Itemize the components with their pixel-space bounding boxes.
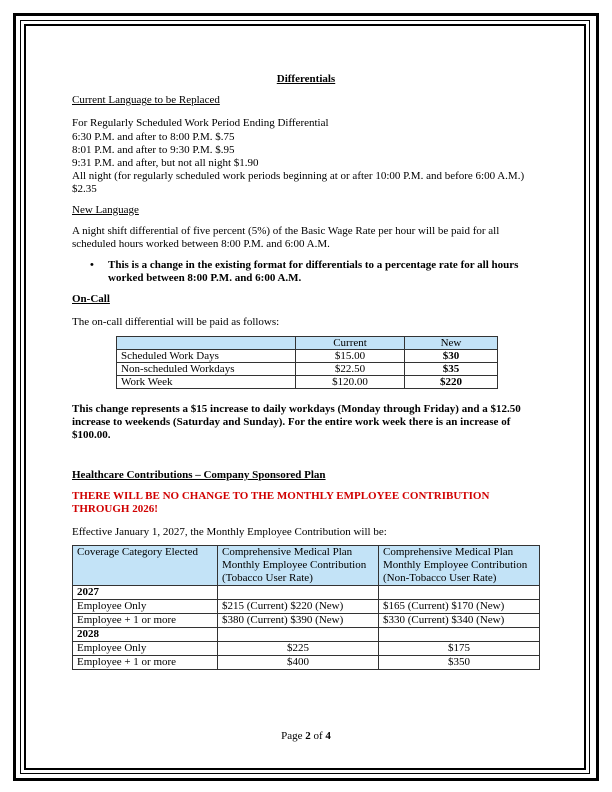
table-row — [73, 600, 540, 614]
oncall-cell: $30 — [405, 350, 498, 363]
current-language-line: 8:01 P.M. and after to 9:30 P.M. $.95 — [72, 143, 235, 156]
health-cell: $380 (Current) $390 (New) — [218, 614, 379, 628]
health-cell: $400 — [218, 656, 379, 670]
bullet-item — [72, 259, 540, 285]
effective-text: Effective January 1, 2027, the Monthly Employee Contribution will be: — [72, 526, 387, 539]
health-cell: $165 (Current) $170 (New) — [379, 600, 540, 614]
health-cell: $215 (Current) $220 (New) — [218, 600, 379, 614]
page-footer — [0, 730, 612, 742]
oncall-cell: $15.00 — [296, 350, 405, 363]
table-row — [73, 656, 540, 670]
health-cell: Employee + 1 or more — [73, 656, 218, 670]
health-cell: $330 (Current) $340 (New) — [379, 614, 540, 628]
oncall-cell: $220 — [405, 376, 498, 389]
health-header-cell: Comprehensive Medical Plan Monthly Employee Contribution (Non-Tobacco User Rate) — [379, 546, 540, 586]
oncall-table — [116, 336, 498, 389]
footer-page-word: Page — [281, 730, 303, 742]
oncall-header-cell: Current — [296, 337, 405, 350]
current-language-line: 9:31 P.M. and after, but not all night $1.90 — [72, 157, 259, 170]
new-language-heading: New Language — [72, 203, 139, 216]
oncall-header-row — [117, 337, 498, 350]
document-body — [72, 70, 540, 670]
current-language-line: For Regularly Scheduled Work Period Ending Differential — [72, 117, 329, 130]
oncall-cell: $120.00 — [296, 376, 405, 389]
oncall-intro: The on-call differential will be paid as follows: — [72, 315, 280, 328]
health-year-cell: 2027 — [73, 586, 218, 600]
oncall-cell: Non-scheduled Workdays — [117, 363, 296, 376]
page-title: Differentials — [276, 73, 336, 85]
healthcare-notice: THERE WILL BE NO CHANGE TO THE MONTHLY EMPLOYEE CONTRIBUTION THROUGH 2026! — [72, 489, 490, 516]
table-row — [73, 642, 540, 656]
oncall-cell: $35 — [405, 363, 498, 376]
healthcare-heading: Healthcare Contributions – Company Sponsored Plan — [72, 468, 326, 481]
table-row — [117, 376, 498, 389]
current-language-line: 6:30 P.M. and after to 8:00 P.M. $.75 — [72, 130, 235, 143]
health-cell: $350 — [379, 656, 540, 670]
health-cell: $175 — [379, 642, 540, 656]
oncall-cell: Scheduled Work Days — [117, 350, 296, 363]
current-language-block — [72, 117, 540, 196]
footer-of-word: of — [313, 730, 323, 742]
new-language-text: A night shift differential of five percent (5%) of the Basic Wage Rate per hour will be paid for all scheduled hours worked between 8:00 P.M. and 6:00 A.M. — [72, 224, 500, 251]
table-row — [117, 350, 498, 363]
oncall-heading: On-Call — [72, 292, 110, 305]
health-header-cell: Comprehensive Medical Plan Monthly Employee Contribution (Tobacco User Rate) — [218, 546, 379, 586]
oncall-header-cell: New — [405, 337, 498, 350]
oncall-summary: This change represents a $15 increase to daily workdays (Monday through Friday) and a $12.50 increase to weekends (Saturday and Sunday). For the entire work week there is an increase of $100.00. — [72, 403, 521, 442]
table-row — [73, 586, 540, 600]
table-row — [117, 363, 498, 376]
table-row — [73, 628, 540, 642]
bullet-text: This is a change in the existing format for differentials to a percentage rate for all hours worked between 8:00 P.M. and 6:00 A.M. — [108, 259, 519, 285]
oncall-header-cell — [117, 337, 296, 350]
health-cell: Employee Only — [73, 600, 218, 614]
health-cell — [379, 586, 540, 600]
health-header-cell: Coverage Category Elected — [73, 546, 218, 586]
current-language-heading: Current Language to be Replaced — [72, 94, 220, 107]
health-cell: Employee Only — [73, 642, 218, 656]
oncall-cell: Work Week — [117, 376, 296, 389]
health-cell: Employee + 1 or more — [73, 614, 218, 628]
health-cell — [218, 628, 379, 642]
health-year-cell: 2028 — [73, 628, 218, 642]
healthcare-table — [72, 545, 540, 670]
footer-page-total: 4 — [325, 730, 331, 742]
oncall-cell: $22.50 — [296, 363, 405, 376]
health-cell: $225 — [218, 642, 379, 656]
bullet-dot-icon: • — [90, 259, 94, 272]
footer-page-number: 2 — [305, 730, 311, 742]
health-header-row — [73, 546, 540, 586]
health-cell — [218, 586, 379, 600]
table-row — [73, 614, 540, 628]
health-cell — [379, 628, 540, 642]
current-language-line: All night (for regularly scheduled work periods beginning at or after 10:00 P.M. and before 6:00 A.M.) $2.35 — [72, 170, 525, 196]
